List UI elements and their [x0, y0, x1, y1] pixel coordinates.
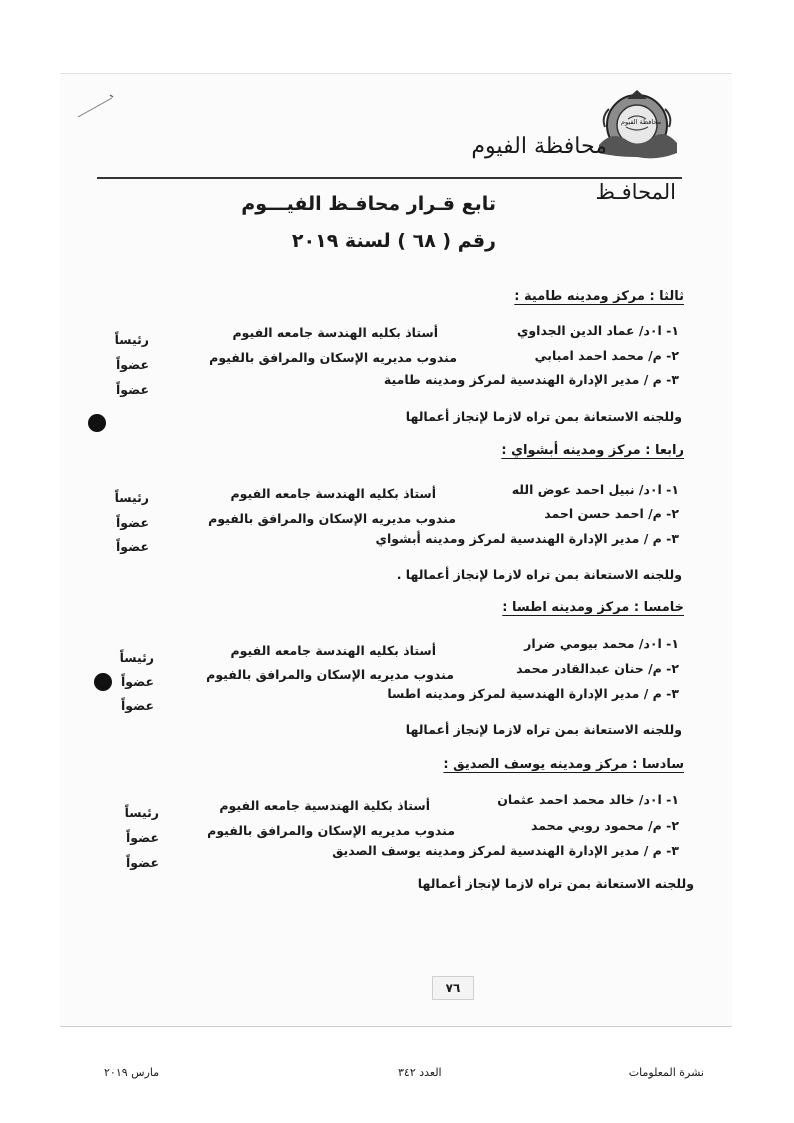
member-capacity: عضواً — [116, 357, 149, 372]
member-capacity: رئيساً — [124, 805, 159, 820]
hole-punch — [88, 414, 106, 432]
header-divider — [97, 177, 682, 179]
member-name: ٢- م/ محمد احمد امبابي — [534, 348, 679, 363]
member-name: ٢- م/ احمد حسن احمد — [544, 506, 679, 521]
member-name: ٢- م/ محمود روبي محمد — [531, 818, 679, 833]
governorate-title: محافظة الفيوم — [471, 134, 607, 159]
office-title: المحافـظ — [595, 180, 676, 204]
member-name: ٣- م / مدير الإدارة الهندسية لمركز ومدينه يوسف الصديق — [332, 843, 679, 858]
member-name: ٣- م / مدير الإدارة الهندسية لمركز ومدينه طامية — [383, 372, 679, 387]
section-heading: ثالثا : مركز ومدينه طامية : — [514, 289, 684, 304]
section-heading: سادسا : مركز ومدينه يوسف الصديق : — [443, 757, 684, 772]
member-name: ٣- م / مدير الإدارة الهندسية لمركز ومدينه اطسا — [387, 686, 679, 701]
section-heading: خامسا : مركز ومدينه اطسا : — [502, 600, 684, 615]
member-role: مندوب مديريه الإسكان والمرافق بالفيوم — [206, 667, 454, 682]
pen-mark — [76, 92, 116, 120]
member-capacity: عضواً — [121, 674, 154, 689]
section-closing: وللجنه الاستعانة بمن تراه لازما لإنجاز أعمالها — [405, 409, 682, 424]
member-name: ٣- م / مدير الإدارة الهندسية لمركز ومدينه أبشواي — [375, 531, 679, 546]
member-name: ١- ا٠د/ عماد الدين الجداوي — [516, 323, 679, 338]
member-capacity: رئيساً — [119, 650, 154, 665]
member-name: ١- ا٠د/ خالد محمد احمد عثمان — [497, 792, 679, 807]
member-role: أستاذ بكلية الهندسية جامعه الفيوم — [219, 798, 430, 813]
member-role: أستاذ بكليه الهندسة جامعه الفيوم — [230, 486, 436, 501]
section-heading: رابعا : مركز ومدينه أبشواي : — [501, 443, 684, 458]
member-capacity: عضواً — [116, 539, 149, 554]
hole-punch — [94, 673, 112, 691]
member-role: مندوب مديريه الإسكان والمرافق بالفيوم — [209, 350, 457, 365]
decision-number: رقم ( ٦٨ ) لسنة ٢٠١٩ — [291, 230, 496, 252]
footer-date: مارس ٢٠١٩ — [104, 1066, 160, 1079]
footer-issue: العدد ٣٤٢ — [398, 1066, 442, 1079]
member-name: ٢- م/ حنان عبدالقادر محمد — [516, 661, 679, 676]
footer-publication: نشرة المعلومات — [628, 1066, 704, 1079]
member-name: ١- ا٠د/ محمد بيومي ضرار — [524, 636, 679, 651]
member-capacity: عضواً — [121, 698, 154, 713]
member-name: ١- ا٠د/ نبيل احمد عوض الله — [511, 482, 679, 497]
section-closing: وللجنه الاستعانة بمن تراه لازما لإنجاز أعمالها — [405, 722, 682, 737]
decision-title: تابع قـرار محافـظ الفيـــوم — [241, 193, 496, 215]
member-role: مندوب مديريه الإسكان والمرافق بالفيوم — [207, 823, 455, 838]
member-capacity: عضواً — [126, 855, 159, 870]
seal-text: محافظة الفيوم — [621, 118, 662, 126]
member-capacity: رئيساً — [114, 332, 149, 347]
member-capacity: عضواً — [116, 515, 149, 530]
member-role: أستاذ بكليه الهندسة جامعه الفيوم — [232, 325, 438, 340]
member-capacity: عضواً — [116, 382, 149, 397]
member-role: أستاذ بكليه الهندسة جامعه الفيوم — [230, 643, 436, 658]
member-capacity: رئيساً — [114, 490, 149, 505]
governorate-seal-icon — [597, 87, 679, 165]
member-capacity: عضواً — [126, 830, 159, 845]
page-number: ٧٦ — [432, 976, 474, 1000]
section-closing: وللجنه الاستعانة بمن تراه لازما لإنجاز أعمالها — [417, 876, 694, 891]
section-closing: وللجنه الاستعانة بمن تراه لازما لإنجاز أعمالها . — [396, 567, 682, 582]
member-role: مندوب مديريه الإسكان والمرافق بالفيوم — [208, 511, 456, 526]
